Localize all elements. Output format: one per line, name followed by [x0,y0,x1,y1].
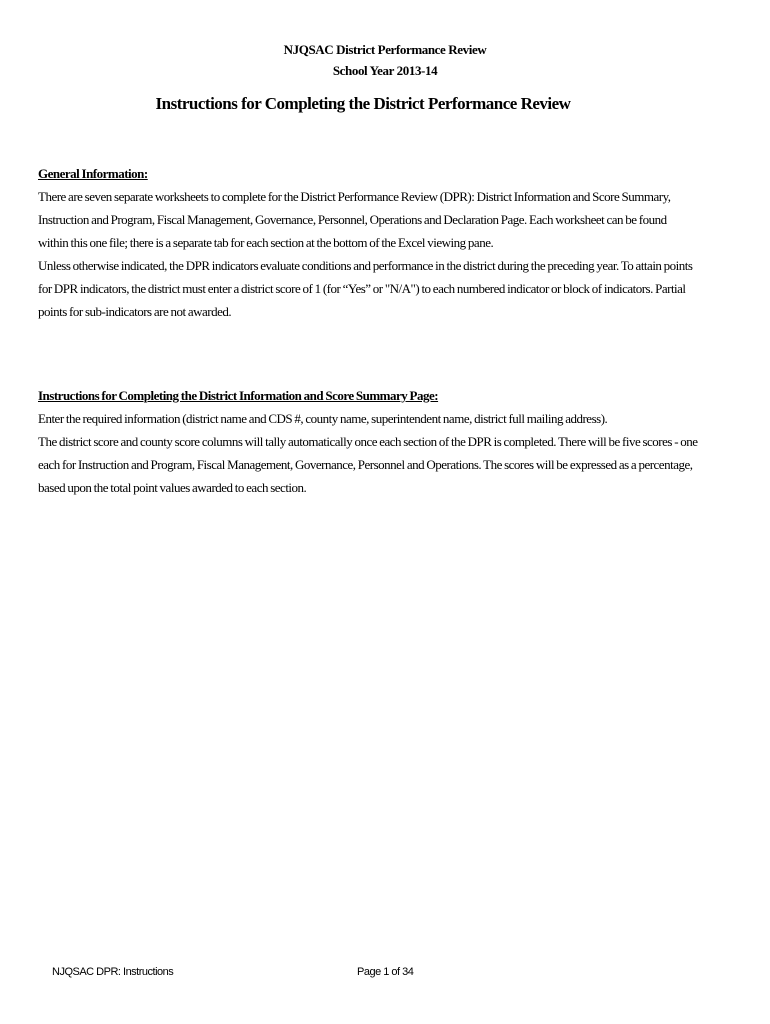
footer-document-label: NJQSAC DPR: Instructions [52,966,174,978]
section-heading: General Information: [38,166,148,181]
document-header [0,39,770,81]
document-title: Instructions for Completing the District Performance Review [155,94,571,113]
paragraph-worksheets: There are seven separate worksheets to complete for the District Performance Review (DPR): District Information and Score Summary, Instruction and Program, Fiscal Management, Governance, Personnel, Operations and Declaration Page. Each worksheet can be found within this one file; there is a separate tab for each section at the bottom of the Excel viewing pane. [38,189,671,250]
section-score-summary-instructions [38,384,698,499]
header-line-school-year: School Year 2013-14 [332,63,438,78]
footer-page-number: Page 1 of 34 [357,966,414,978]
paragraph-required-information: Enter the required information (district name and CDS #, county name, superintendent name, district full mailing address). [38,411,608,426]
section-heading: Instructions for Completing the District Information and Score Summary Page: [38,388,439,403]
section-general-information [38,162,698,323]
paragraph-indicators: Unless otherwise indicated, the DPR indicators evaluate conditions and performance in the district during the preceding year. To attain points for DPR indicators, the district must enter a district score of 1 (for “Yes” or "N/A") to each numbered indicator or block of indicators. Partial points for sub-indicators are not awarded. [38,258,693,319]
paragraph-scores: The district score and county score columns will tally automatically once each section of the DPR is completed. There will be five scores - one each for Instruction and Program, Fiscal Management, Governance, Personnel and Operations. The scores will be expressed as a percentage, based upon the total point values awarded to each section. [38,434,698,495]
header-line-program: NJQSAC District Performance Review [283,42,487,57]
